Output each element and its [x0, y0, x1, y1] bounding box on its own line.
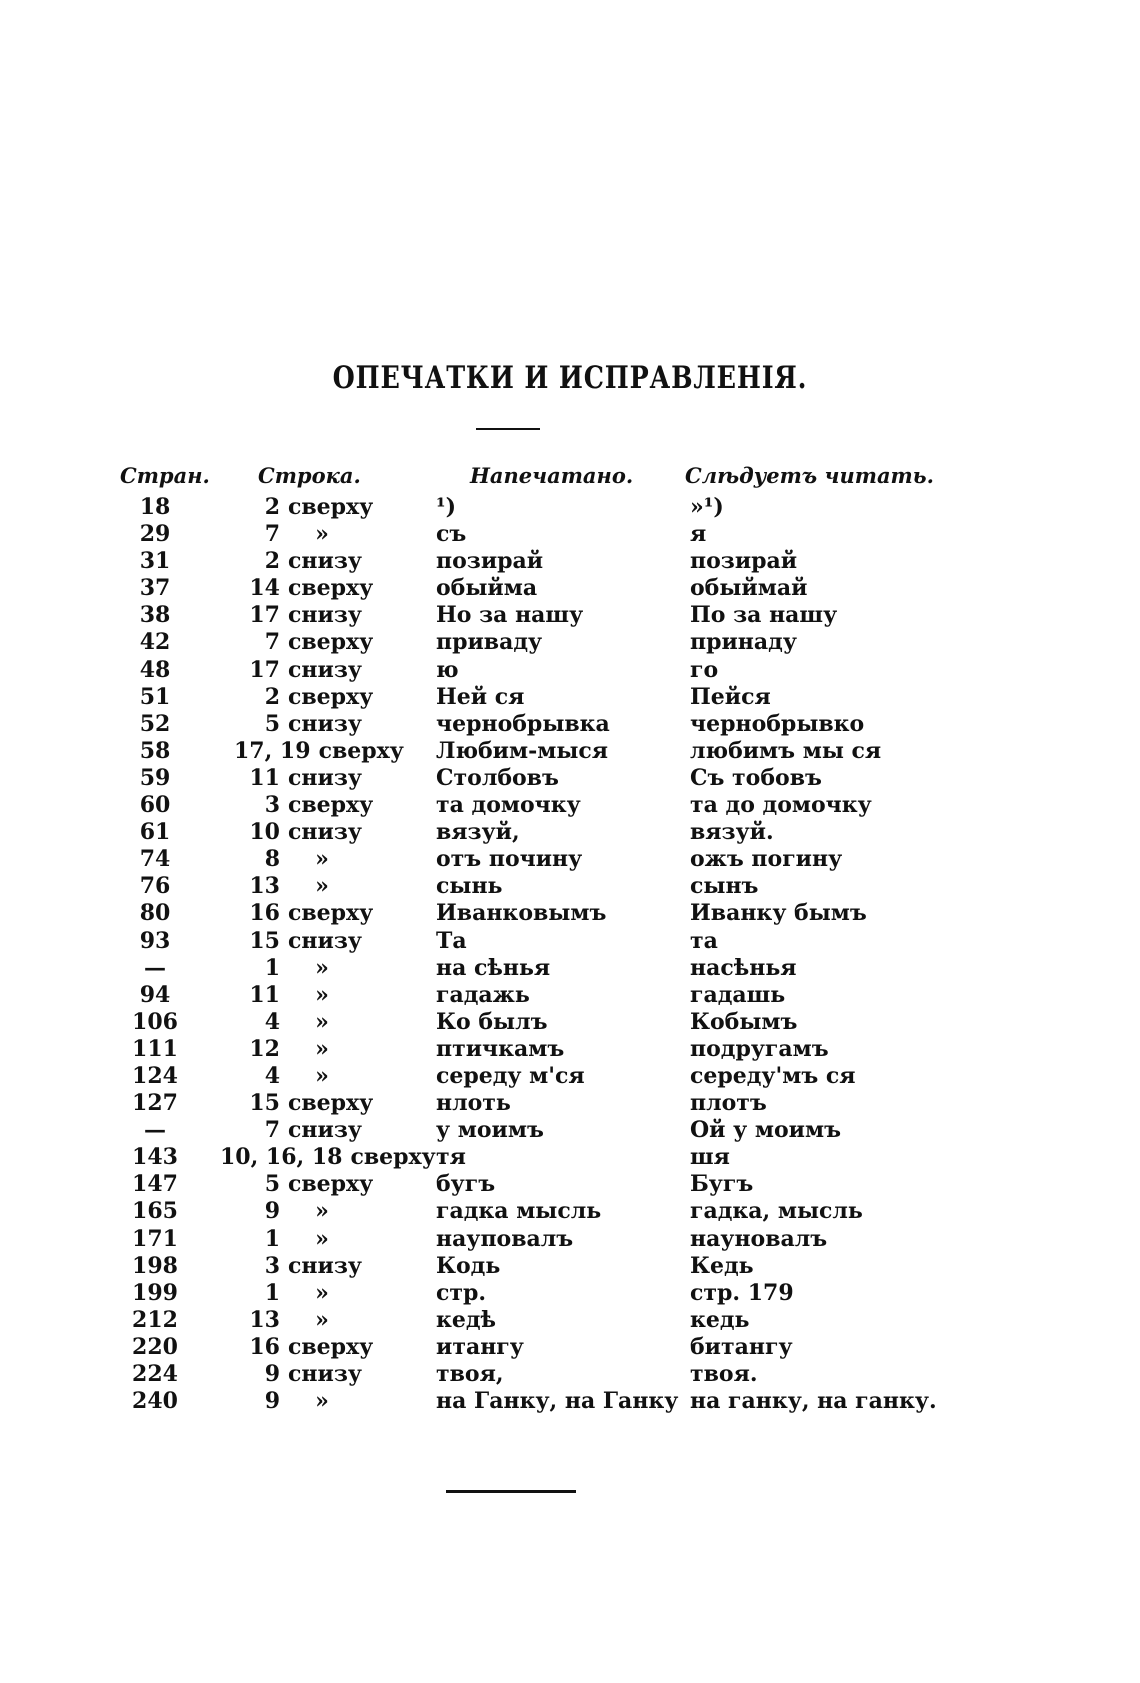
table-row — [0, 846, 1140, 873]
row-line-number: 12 — [249, 1035, 280, 1062]
row-line-direction: сверху — [288, 1090, 374, 1117]
row-read: принаду — [690, 629, 797, 656]
table-row — [0, 1090, 1140, 1117]
row-line — [220, 1009, 420, 1036]
row-read: го — [690, 656, 719, 683]
row-page: 93 — [139, 927, 171, 954]
table-row — [0, 1171, 1140, 1198]
table-row — [0, 1253, 1140, 1280]
table-row — [0, 1144, 1140, 1171]
row-page: 198 — [132, 1252, 178, 1279]
row-line — [220, 1334, 420, 1361]
row-line-direction: сверху — [288, 575, 374, 602]
row-line-number: 9 — [264, 1198, 280, 1225]
row-printed: итангу — [436, 1333, 524, 1360]
row-line-number: 2 — [264, 683, 280, 710]
row-line-direction: » — [315, 1035, 329, 1062]
row-printed: на сѣнья — [436, 954, 551, 981]
row-line-direction: снизу — [288, 764, 362, 791]
row-line-number: 16 — [249, 900, 280, 927]
row-line-number: 1 — [264, 1279, 280, 1306]
row-read: та — [690, 927, 718, 954]
row-read: битангу — [690, 1333, 793, 1360]
table-header — [0, 458, 1140, 494]
row-line — [220, 738, 420, 765]
row-printed: позирай — [436, 548, 544, 575]
row-line — [220, 521, 420, 548]
table-row — [0, 765, 1140, 792]
row-line — [220, 1198, 420, 1225]
row-printed: приваду — [436, 629, 543, 656]
table-row — [0, 1063, 1140, 1090]
row-line — [220, 602, 420, 629]
row-read: твоя. — [690, 1361, 758, 1387]
row-page: 224 — [132, 1361, 178, 1387]
row-printed: вязуй, — [436, 819, 520, 846]
row-line-number: 1 — [264, 954, 280, 981]
row-read: насѣнья — [690, 954, 797, 981]
row-read: плотъ — [690, 1090, 767, 1117]
row-page: 42 — [139, 629, 171, 656]
row-read: Кобымъ — [690, 1008, 798, 1035]
row-read: середу'мъ ся — [690, 1062, 856, 1089]
row-line — [220, 1388, 420, 1415]
row-page: 38 — [139, 602, 171, 629]
row-line-direction: сверху — [288, 494, 374, 520]
row-line-direction: » — [315, 1388, 329, 1415]
row-line-number: 15 — [249, 927, 280, 954]
row-read: ожъ погину — [690, 846, 843, 873]
row-line — [220, 819, 420, 846]
row-printed: Кодь — [436, 1252, 501, 1279]
table-row — [0, 1334, 1140, 1361]
row-printed: стр. — [436, 1279, 487, 1306]
row-line — [220, 1117, 420, 1144]
row-line-direction: снизу — [288, 819, 362, 846]
row-read: Ой у моимъ — [690, 1117, 841, 1144]
table-row — [0, 629, 1140, 656]
row-printed: нлоть — [436, 1090, 511, 1117]
row-line-number: 11 — [249, 981, 280, 1008]
row-line-direction: » — [315, 1008, 329, 1035]
row-page: 51 — [139, 683, 171, 710]
row-line — [220, 1090, 420, 1117]
row-line — [220, 494, 420, 521]
row-printed: бугъ — [436, 1171, 496, 1198]
row-line-direction: сверху — [288, 629, 374, 656]
row-line-number: 9 — [264, 1388, 280, 1415]
row-page: 94 — [139, 981, 171, 1008]
row-line-number: 9 — [264, 1361, 280, 1387]
row-read: шя — [690, 1144, 730, 1171]
row-read: Пейся — [690, 683, 771, 710]
row-printed: Ней ся — [436, 683, 525, 710]
row-line — [220, 575, 420, 602]
table-row — [0, 711, 1140, 738]
table-row — [0, 873, 1140, 900]
row-line-direction: » — [315, 521, 329, 548]
table-row — [0, 657, 1140, 684]
row-printed: тя — [436, 1144, 466, 1171]
row-line — [220, 657, 420, 684]
row-read: стр. 179 — [690, 1279, 794, 1306]
row-page: 74 — [139, 846, 171, 873]
row-line-direction: » — [315, 873, 329, 900]
table-row — [0, 1388, 1140, 1415]
row-printed: Любим-мыся — [436, 737, 609, 764]
row-line-number: 15 — [249, 1090, 280, 1117]
row-page: 29 — [139, 521, 171, 548]
table-row — [0, 982, 1140, 1009]
row-line — [220, 873, 420, 900]
row-page: — — [144, 1117, 166, 1144]
header-read: Слѣдуетъ читать. — [685, 463, 934, 488]
row-line — [220, 900, 420, 927]
row-read: вязуй. — [690, 819, 774, 846]
row-line — [220, 1036, 420, 1063]
row-page: 212 — [132, 1306, 178, 1333]
row-read: я — [690, 521, 707, 548]
row-line-number: 10 — [249, 819, 280, 846]
row-line — [220, 1063, 420, 1090]
row-line-number: 11 — [249, 764, 280, 791]
row-line-number: 14 — [249, 575, 280, 602]
row-page: 165 — [132, 1198, 178, 1225]
row-printed: Но за нашу — [436, 602, 584, 629]
row-line — [220, 846, 420, 873]
row-printed: съ — [436, 521, 467, 548]
row-line — [220, 711, 420, 738]
row-line-direction: снизу — [288, 710, 362, 737]
table-row — [0, 900, 1140, 927]
row-line-number: 2 — [264, 494, 280, 520]
row-read: гадашь — [690, 981, 786, 1008]
row-line-direction: » — [315, 1306, 329, 1333]
row-printed: сынь — [436, 873, 503, 900]
row-page: 220 — [132, 1333, 178, 1360]
row-page: 58 — [139, 737, 171, 764]
row-page: 61 — [139, 819, 171, 846]
row-printed: середу м'ся — [436, 1062, 585, 1089]
row-line — [220, 548, 420, 575]
row-page: — — [144, 954, 166, 981]
row-line-direction: сверху — [288, 900, 374, 927]
row-printed: ю — [436, 656, 459, 683]
row-printed: та домочку — [436, 792, 581, 819]
row-read: науновалъ — [690, 1225, 828, 1252]
row-line-direction: сверху — [318, 737, 404, 764]
row-page: 147 — [132, 1171, 178, 1198]
row-printed: у моимъ — [436, 1117, 544, 1144]
row-printed: науповалъ — [436, 1225, 574, 1252]
row-line-direction: сверху — [288, 1333, 374, 1360]
header-printed: Напечатано. — [470, 463, 634, 488]
table-row — [0, 1226, 1140, 1253]
row-read: Бугъ — [690, 1171, 754, 1198]
row-printed: Столбовъ — [436, 764, 559, 791]
row-printed: обыйма — [436, 575, 538, 602]
row-line — [220, 792, 420, 819]
row-page: 48 — [139, 656, 171, 683]
row-printed: птичкамъ — [436, 1035, 565, 1062]
table-row — [0, 1280, 1140, 1307]
row-line-direction: » — [315, 846, 329, 873]
row-line-number: 13 — [249, 873, 280, 900]
row-read: сынъ — [690, 873, 759, 900]
table-row — [0, 1198, 1140, 1225]
table-row — [0, 1117, 1140, 1144]
row-page: 240 — [132, 1388, 178, 1415]
row-read: кедь — [690, 1306, 750, 1333]
table-row — [0, 1009, 1140, 1036]
row-read: Иванку бымъ — [690, 900, 867, 927]
row-page: 171 — [132, 1225, 178, 1252]
table-row — [0, 575, 1140, 602]
row-line-number: 5 — [264, 710, 280, 737]
row-line — [220, 955, 420, 982]
row-line-number: 5 — [264, 1171, 280, 1198]
row-line — [220, 1226, 420, 1253]
row-page: 37 — [139, 575, 171, 602]
row-printed: чернобрывка — [436, 710, 610, 737]
row-page: 59 — [139, 764, 171, 791]
row-line-direction: » — [315, 1198, 329, 1225]
table-row — [0, 792, 1140, 819]
row-line-number: 3 — [264, 1252, 280, 1279]
row-line-direction: сверху — [288, 1171, 374, 1198]
row-read: на ганку, на ганку. — [690, 1388, 937, 1415]
row-line-number: 17, 19 — [234, 737, 311, 764]
row-line — [220, 684, 420, 711]
row-page: 106 — [132, 1008, 178, 1035]
row-page: 60 — [139, 792, 171, 819]
row-line-direction: сверху — [288, 683, 374, 710]
row-line-number: 4 — [264, 1008, 280, 1035]
header-line: Строка. — [258, 463, 361, 488]
table-row — [0, 819, 1140, 846]
row-line-number: 7 — [264, 629, 280, 656]
row-read: обыймай — [690, 575, 808, 602]
table-row — [0, 1307, 1140, 1334]
table-row — [0, 928, 1140, 955]
row-line — [220, 1253, 420, 1280]
row-line-number: 17 — [249, 656, 280, 683]
row-line-number: 7 — [264, 1117, 280, 1144]
row-printed: Ко былъ — [436, 1008, 548, 1035]
row-line-direction: » — [315, 1062, 329, 1089]
table-body — [0, 494, 1140, 1415]
row-page: 124 — [132, 1062, 178, 1089]
row-line-number: 2 — [264, 548, 280, 575]
row-line-direction: снизу — [288, 927, 362, 954]
row-read: Съ тобовъ — [690, 764, 822, 791]
row-printed: гадажь — [436, 981, 530, 1008]
row-printed: гадка мысль — [436, 1198, 602, 1225]
row-line — [220, 1280, 420, 1307]
row-line-number: 1 — [264, 1225, 280, 1252]
row-page: 199 — [132, 1279, 178, 1306]
row-page: 18 — [139, 494, 171, 520]
row-line-direction: » — [315, 954, 329, 981]
row-line-number: 13 — [249, 1306, 280, 1333]
row-read: чернобрывко — [690, 710, 865, 737]
row-read: подругамъ — [690, 1035, 829, 1062]
row-line-direction: сверху — [350, 1144, 436, 1171]
row-line — [220, 1171, 420, 1198]
row-read: »¹) — [690, 494, 724, 520]
page-title: ОПЕЧАТКИ И ИСПРАВЛЕНІЯ. — [332, 360, 808, 396]
row-line-number: 16 — [249, 1333, 280, 1360]
row-printed: ¹) — [436, 494, 457, 520]
row-page: 143 — [132, 1144, 178, 1171]
row-read: гадка, мысль — [690, 1198, 863, 1225]
row-line — [220, 928, 420, 955]
table-row — [0, 1036, 1140, 1063]
row-line — [220, 1361, 420, 1388]
row-line-number: 4 — [264, 1062, 280, 1089]
row-line-direction: сверху — [288, 792, 374, 819]
row-read: Кедь — [690, 1252, 754, 1279]
row-printed: отъ почину — [436, 846, 583, 873]
row-page: 111 — [132, 1035, 178, 1062]
row-printed: Та — [436, 927, 467, 954]
table-row — [0, 548, 1140, 575]
row-printed: на Ганку, на Ганку — [436, 1388, 679, 1415]
row-printed: кедѣ — [436, 1306, 497, 1333]
row-line-number: 7 — [264, 521, 280, 548]
row-line-direction: снизу — [288, 548, 362, 575]
table-row — [0, 684, 1140, 711]
table-row — [0, 1361, 1140, 1388]
row-line — [220, 1144, 436, 1171]
row-line-direction: снизу — [288, 1252, 362, 1279]
title-rule — [476, 428, 540, 430]
row-line — [220, 1307, 420, 1334]
row-line-direction: снизу — [288, 602, 362, 629]
table-row — [0, 738, 1140, 765]
header-page: Стран. — [120, 463, 210, 488]
row-line — [220, 765, 420, 792]
row-line-number: 3 — [264, 792, 280, 819]
row-read: любимъ мы ся — [690, 737, 882, 764]
row-page: 80 — [139, 900, 171, 927]
row-read: та до домочку — [690, 792, 872, 819]
table-row — [0, 602, 1140, 629]
row-line — [220, 982, 420, 1009]
row-line-direction: » — [315, 981, 329, 1008]
row-page: 76 — [139, 873, 171, 900]
row-line-direction: » — [315, 1225, 329, 1252]
table-row — [0, 494, 1140, 521]
errata-table — [0, 458, 1140, 1415]
row-line-direction: снизу — [288, 656, 362, 683]
row-page: 127 — [132, 1090, 178, 1117]
row-line-number: 8 — [264, 846, 280, 873]
row-line-direction: снизу — [288, 1117, 362, 1144]
row-line-number: 10, 16, 18 — [220, 1144, 343, 1171]
row-line-direction: » — [315, 1279, 329, 1306]
row-printed: твоя, — [436, 1361, 504, 1387]
table-row — [0, 955, 1140, 982]
row-line-number: 17 — [249, 602, 280, 629]
row-page: 31 — [139, 548, 171, 575]
row-printed: Иванковымъ — [436, 900, 607, 927]
row-line-direction: снизу — [288, 1361, 362, 1387]
row-read: По за нашу — [690, 602, 838, 629]
row-line — [220, 629, 420, 656]
row-page: 52 — [139, 710, 171, 737]
table-row — [0, 521, 1140, 548]
row-read: позирай — [690, 548, 798, 575]
closing-rule — [446, 1490, 576, 1493]
